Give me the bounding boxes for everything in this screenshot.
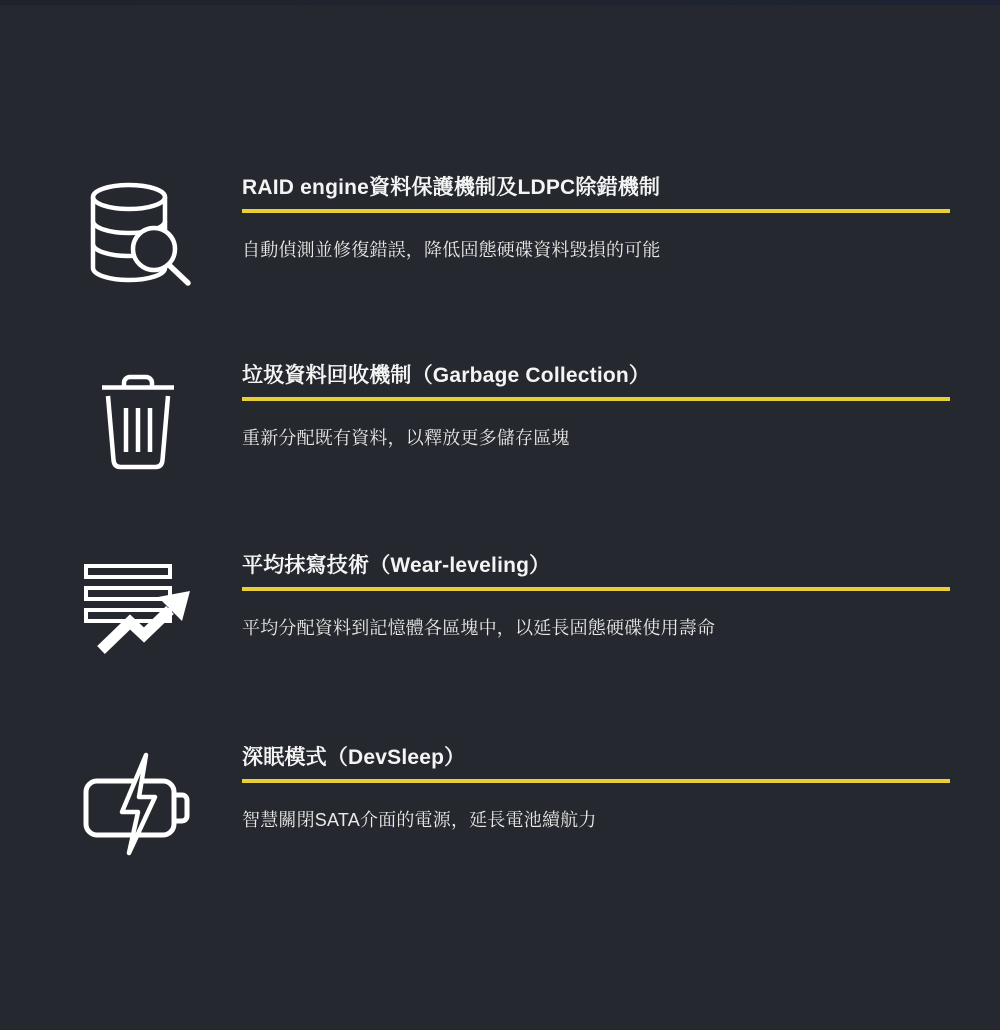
trash-icon xyxy=(99,371,177,471)
feature-description: 平均分配資料到記憶體各區塊中，以延長固態硬碟使用壽命 xyxy=(242,618,716,638)
growth-arrow-icon xyxy=(82,563,196,655)
accent-divider xyxy=(242,587,950,591)
feature-title: RAID engine資料保護機制及LDPC除錯機制 xyxy=(242,176,661,199)
feature-description: 重新分配既有資料，以釋放更多儲存區塊 xyxy=(242,428,570,448)
battery-charging-icon xyxy=(82,752,194,856)
accent-divider xyxy=(242,779,950,783)
accent-divider xyxy=(242,209,950,213)
feature-title: 平均抹寫技術（Wear-leveling） xyxy=(242,554,551,577)
feature-description: 自動偵測並修復錯誤，降低固態硬碟資料毀損的可能 xyxy=(242,240,661,260)
database-search-icon xyxy=(88,181,194,287)
feature-description: 智慧關閉SATA介面的電源，延長電池續航力 xyxy=(242,810,597,830)
feature-title: 垃圾資料回收機制（Garbage Collection） xyxy=(242,364,651,387)
feature-title: 深眠模式（DevSleep） xyxy=(242,746,466,769)
accent-divider xyxy=(242,397,950,401)
top-edge-strip xyxy=(0,0,1000,5)
